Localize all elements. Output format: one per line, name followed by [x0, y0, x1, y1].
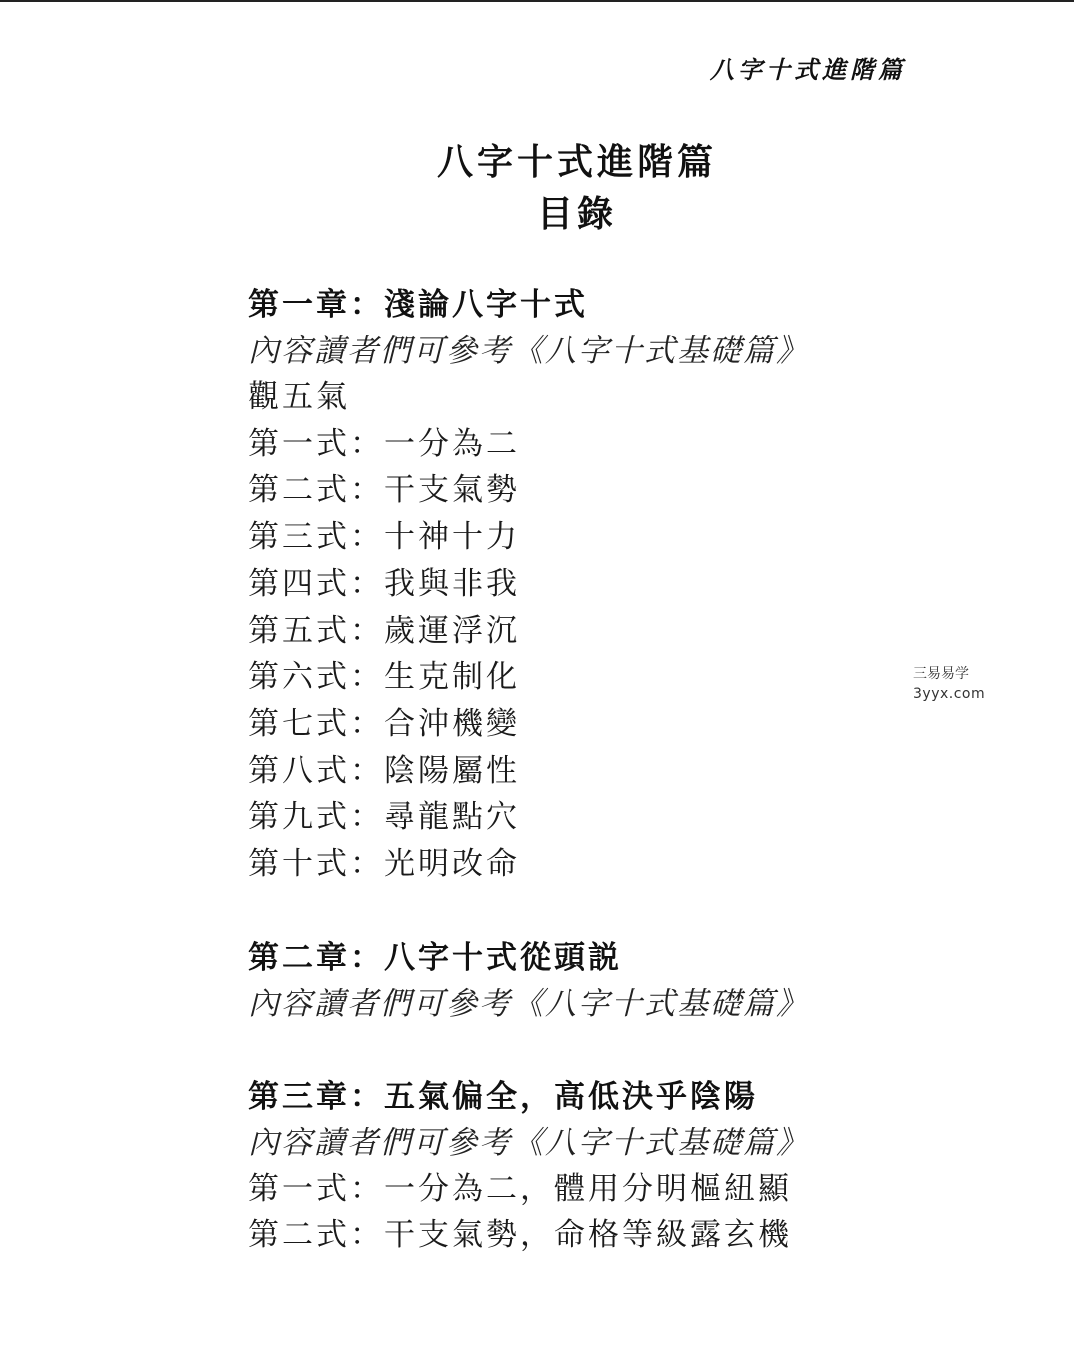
chapter-note: 內容讀者們可參考《八字十式基礎篇》	[248, 985, 809, 1022]
chapter-heading: 第一章：淺論八字十式	[248, 287, 588, 323]
toc-item: 第二式：干支氣勢，命格等級露玄機	[248, 1217, 792, 1254]
table-of-contents	[248, 282, 848, 1306]
chapter-note: 內容讀者們可參考《八字十式基礎篇》	[248, 1124, 809, 1161]
toc-item: 第三式：十神十力	[248, 519, 520, 556]
top-rule	[0, 0, 1074, 2]
chapter-heading: 第二章：八字十式從頭説	[248, 939, 622, 976]
toc-item: 第五式：歲運浮沉	[248, 612, 520, 649]
chapter-1	[248, 282, 848, 888]
toc-item: 第八式：陰陽屬性	[248, 752, 520, 789]
toc-item: 第一式：一分為二	[248, 425, 520, 462]
toc-item: 第十式：光明改命	[248, 846, 520, 883]
toc-item: 第一式：一分為二，體用分明樞紐顯	[248, 1170, 792, 1207]
chapter-3	[248, 1074, 848, 1259]
title-block	[0, 138, 1074, 238]
watermark-url: 3yyx.com	[913, 686, 986, 702]
chapter-note: 內容讀者們可參考《八字十式基礎篇》	[248, 333, 809, 369]
toc-item: 第七式：合沖機變	[248, 705, 520, 742]
toc-item: 第二式：干支氣勢	[248, 472, 520, 509]
watermark	[913, 664, 985, 704]
running-header: 八字十式進階篇	[710, 55, 906, 84]
toc-item: 第六式：生克制化	[248, 659, 520, 696]
watermark-line: 三易易学	[913, 666, 969, 682]
page-subtitle: 目錄	[536, 193, 617, 235]
chapter-2	[248, 935, 848, 1027]
page-title: 八字十式進階篇	[436, 141, 717, 183]
toc-item: 觀五氣	[248, 379, 350, 415]
toc-item: 第四式：我與非我	[248, 565, 520, 602]
toc-item: 第九式：尋龍點穴	[248, 799, 520, 836]
chapter-heading: 第三章：五氣偏全，高低決乎陰陽	[248, 1078, 758, 1115]
